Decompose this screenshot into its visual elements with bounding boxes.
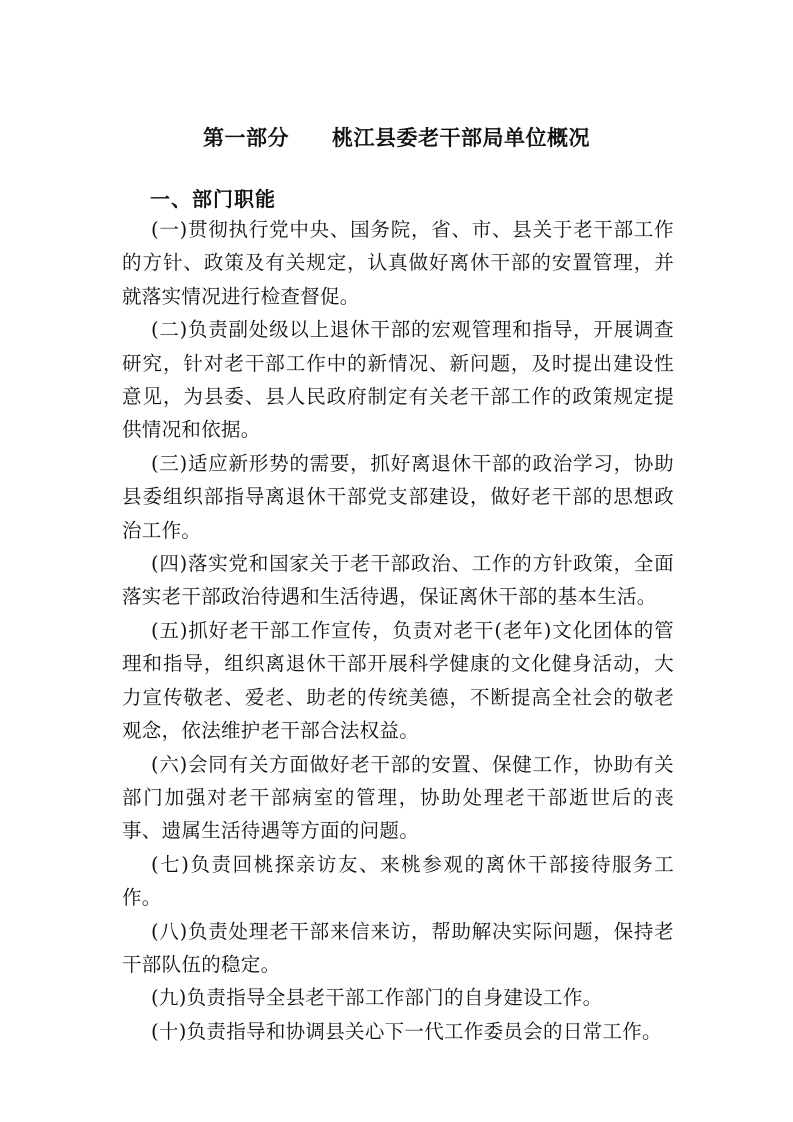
- paragraph-10: (十)负责指导和协调县关心下一代工作委员会的日常工作。: [151, 1019, 662, 1043]
- paragraph-4: (四)落实党和国家关于老干部政治、工作的方针政策，全面落实老干部政治待遇和生活待遇，保证离休干部的基本生活。: [122, 552, 674, 609]
- section-heading: 一、部门职能: [150, 187, 276, 211]
- paragraph-3: (三)适应新形势的需要，抓好离退休干部的政治学习，协助县委组织部指导离退休干部党支部建设，做好老干部的思想政治工作。: [122, 451, 674, 542]
- paragraph-5: (五)抓好老干部工作宣传，负责对老干(老年)文化团体的管理和指导，组织离退休干部开展科学健康的文化健身活动，大力宣传敬老、爱老、助老的传统美德，不断提高全社会的敬老观念，依法维护老干部合法权益。: [122, 618, 674, 743]
- document-title: 第一部分 桃江县委老干部局单位概况: [203, 125, 590, 150]
- paragraph-7: (七)负责回桃探亲访友、来桃参观的离休干部接待服务工作。: [122, 852, 674, 910]
- paragraph-2: (二)负责副处级以上退休干部的宏观管理和指导，开展调查研究，针对老干部工作中的新情况、新问题，及时提出建设性意见，为县委、县人民政府制定有关老干部工作的政策规定提供情况和依据。: [122, 318, 674, 442]
- paragraph-8: (八)负责处理老干部来信来访，帮助解决实际问题，保持老干部队伍的稳定。: [122, 919, 674, 976]
- paragraph-6: (六)会同有关方面做好老干部的安置、保健工作，协助有关部门加强对老干部病室的管理，协助处理老干部逝世后的丧事、遗属生活待遇等方面的问题。: [122, 752, 674, 843]
- document-body: [122, 213, 674, 1048]
- paragraph-1: (一)贯彻执行党中央、国务院，省、市、县关于老干部工作的方针、政策及有关规定，认真做好离休干部的安置管理，并就落实情况进行检查督促。: [122, 218, 674, 308]
- paragraph-9: (九)负责指导全县老干部工作部门的自身建设工作。: [151, 986, 603, 1010]
